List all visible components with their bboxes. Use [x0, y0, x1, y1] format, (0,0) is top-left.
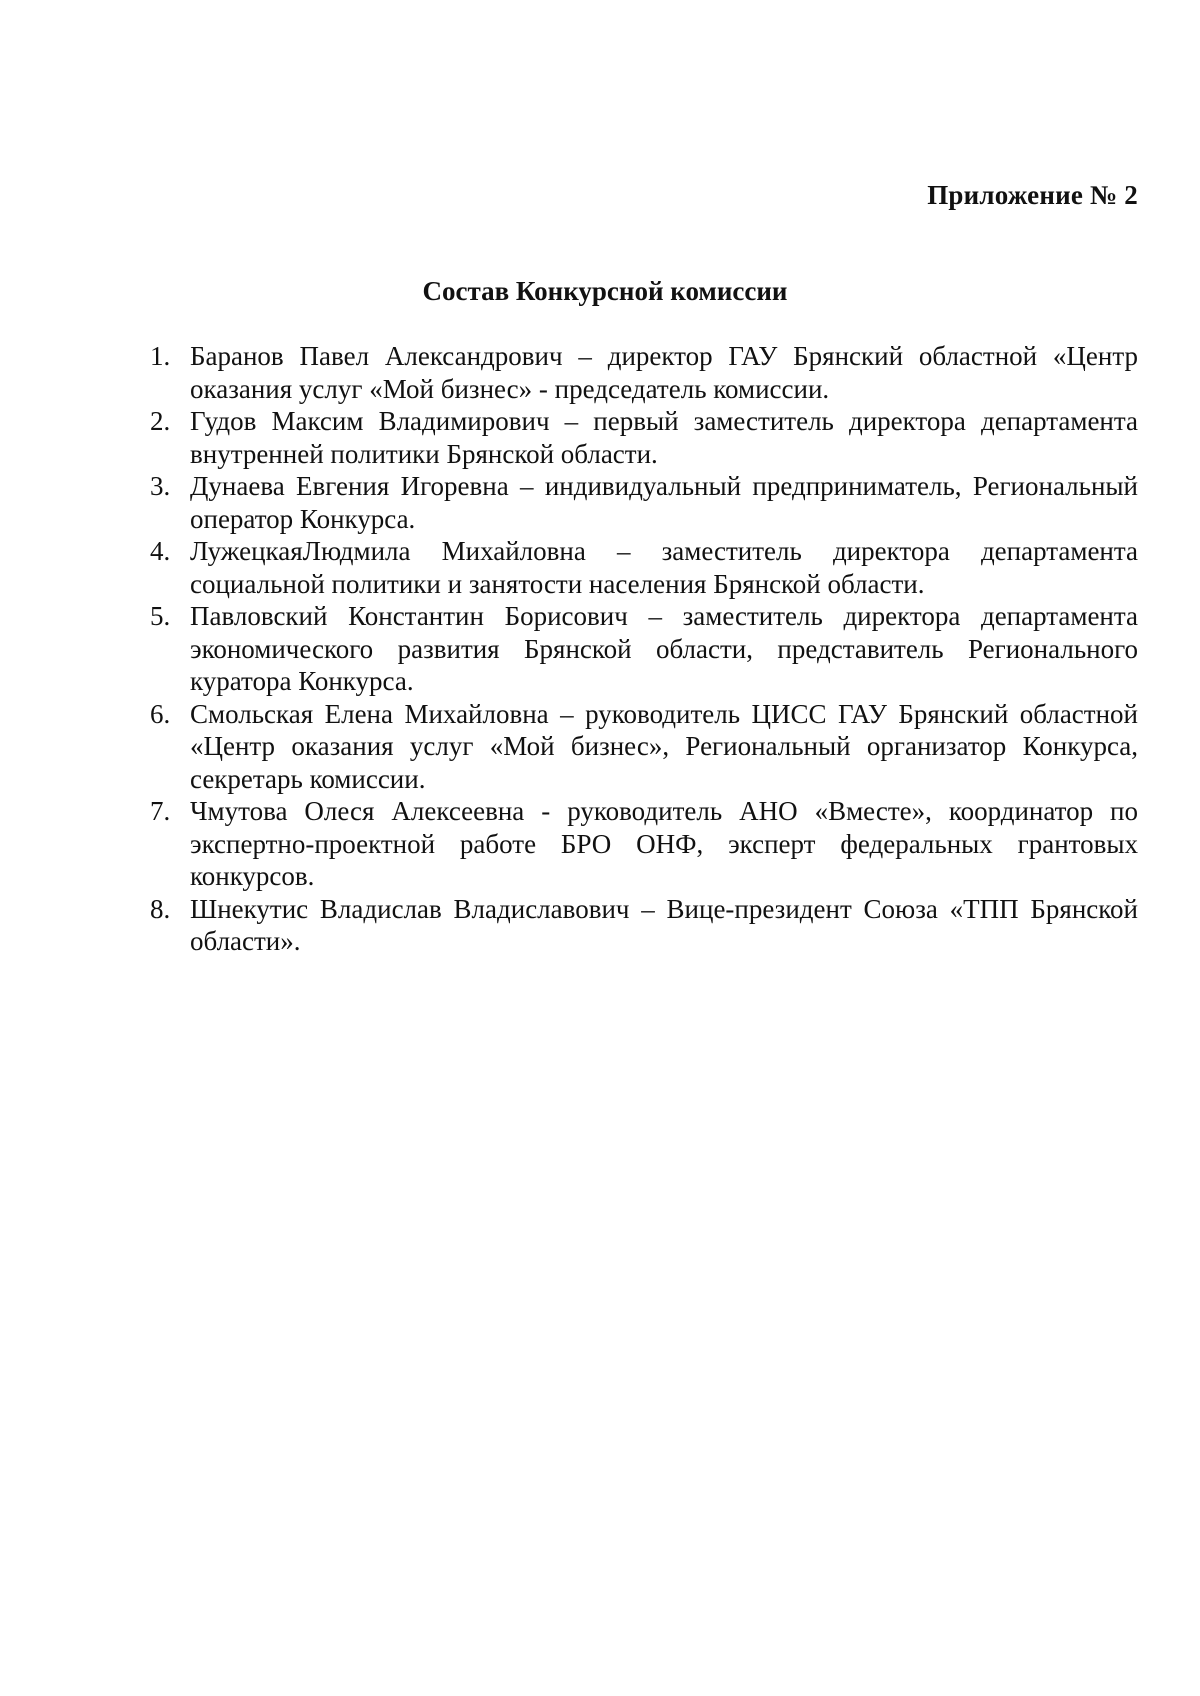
member-text: Шнекутис Владислав Владиславович – Вице-президент Союза «ТПП Брянской области».: [190, 893, 1138, 956]
member-number: 5.: [150, 601, 171, 631]
member-item: [150, 340, 1138, 405]
commission-members-list: [150, 340, 1138, 958]
member-item: [150, 893, 1138, 958]
member-text: Смольская Елена Михайловна – руководитель ЦИСС ГАУ Брянский областной «Центр оказания услуг «Мой бизнес», Региональный организатор Конкурса, секретарь комиссии.: [190, 698, 1138, 794]
member-number: 8.: [150, 893, 171, 924]
member-text: Павловский Константин Борисович – заместитель директора департамента экономического развития Брянской области, представитель Регионального куратора Конкурса.: [190, 601, 1138, 696]
member-number: 4.: [150, 536, 171, 566]
member-number: 6.: [150, 698, 171, 729]
member-text: Чмутова Олеся Алексеевна - руководитель АНО «Вместе», координатор по экспертно-проектной работе БРО ОНФ, эксперт федеральных грантовых конкурсов.: [190, 796, 1138, 891]
member-item: [150, 405, 1138, 470]
member-number: 2.: [150, 406, 171, 436]
member-text: ЛужецкаяЛюдмила Михайловна – заместитель директора департамента социальной политики и занятости населения Брянской области.: [190, 536, 1138, 599]
member-item: [150, 600, 1138, 698]
member-item: [150, 535, 1138, 600]
member-number: 3.: [150, 471, 171, 501]
member-number: 1.: [150, 341, 171, 371]
document-title: Состав Конкурсной комиссии: [422, 276, 788, 306]
member-text: Дунаева Евгения Игоревна – индивидуальный предприниматель, Региональный оператор Конкурса.: [190, 471, 1138, 534]
member-item: [150, 470, 1138, 535]
member-item: [150, 698, 1138, 796]
appendix-label: Приложение № 2: [927, 180, 1138, 210]
member-item: [150, 795, 1138, 893]
member-number: 7.: [150, 796, 171, 826]
member-text: Баранов Павел Александрович – директор ГАУ Брянский областной «Центр оказания услуг «Мой бизнес» - председатель комиссии.: [190, 341, 1138, 404]
member-text: Гудов Максим Владимирович – первый заместитель директора департамента внутренней политики Брянской области.: [190, 406, 1138, 469]
